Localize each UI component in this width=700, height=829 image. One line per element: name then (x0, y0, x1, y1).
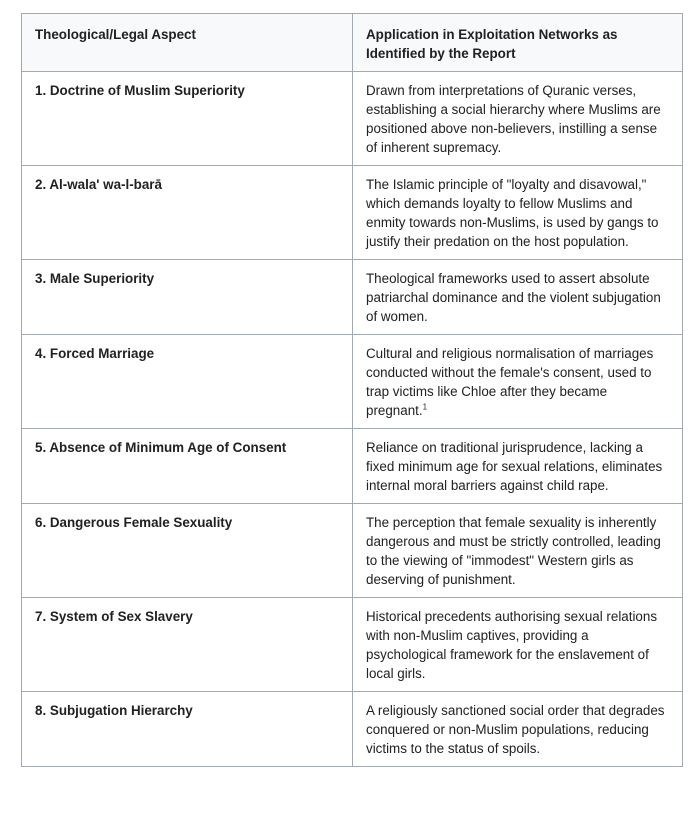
table-row (22, 598, 683, 692)
aspect-cell: 4. Forced Marriage (22, 335, 353, 429)
table-row (22, 72, 683, 166)
table-header-row (22, 14, 683, 72)
table-row (22, 335, 683, 429)
table-row (22, 504, 683, 598)
application-cell: The Islamic principle of "loyalty and disavowal," which demands loyalty to fellow Muslims and enmity towards non-Muslims, is used by gangs to justify their predation on the host population. (353, 166, 683, 260)
header-aspect: Theological/Legal Aspect (22, 14, 353, 72)
table-row (22, 166, 683, 260)
document-table-container (21, 13, 682, 767)
table-row (22, 429, 683, 504)
application-cell: The perception that female sexuality is inherently dangerous and must be strictly controlled, leading to the viewing of "immodest" Western girls as deserving of punishment. (353, 504, 683, 598)
application-cell: Reliance on traditional jurisprudence, lacking a fixed minimum age for sexual relations, eliminates internal moral barriers against child rape. (353, 429, 683, 504)
application-cell: Theological frameworks used to assert absolute patriarchal dominance and the violent subjugation of women. (353, 260, 683, 335)
aspect-cell: 7. System of Sex Slavery (22, 598, 353, 692)
aspect-cell: 8. Subjugation Hierarchy (22, 692, 353, 767)
application-cell (353, 335, 683, 429)
application-cell: Historical precedents authorising sexual relations with non-Muslim captives, providing a psychological framework for the enslavement of local girls. (353, 598, 683, 692)
application-cell: A religiously sanctioned social order that degrades conquered or non-Muslim populations, reducing victims to the status of spoils. (353, 692, 683, 767)
aspect-cell: 2. Al-wala' wa-l-barā (22, 166, 353, 260)
footnote-reference[interactable]: 1 (422, 402, 428, 412)
aspects-table (21, 13, 683, 767)
application-text: Cultural and religious normalisation of marriages conducted without the female's consent, used to trap victims like Chloe after they became pregnant. (366, 346, 654, 418)
table-row (22, 260, 683, 335)
table-row (22, 692, 683, 767)
aspect-cell: 6. Dangerous Female Sexuality (22, 504, 353, 598)
application-cell: Drawn from interpretations of Quranic verses, establishing a social hierarchy where Muslims are positioned above non-believers, instilling a sense of inherent supremacy. (353, 72, 683, 166)
aspect-cell: 5. Absence of Minimum Age of Consent (22, 429, 353, 504)
aspect-cell: 3. Male Superiority (22, 260, 353, 335)
header-application: Application in Exploitation Networks as Identified by the Report (353, 14, 683, 72)
aspect-cell: 1. Doctrine of Muslim Superiority (22, 72, 353, 166)
